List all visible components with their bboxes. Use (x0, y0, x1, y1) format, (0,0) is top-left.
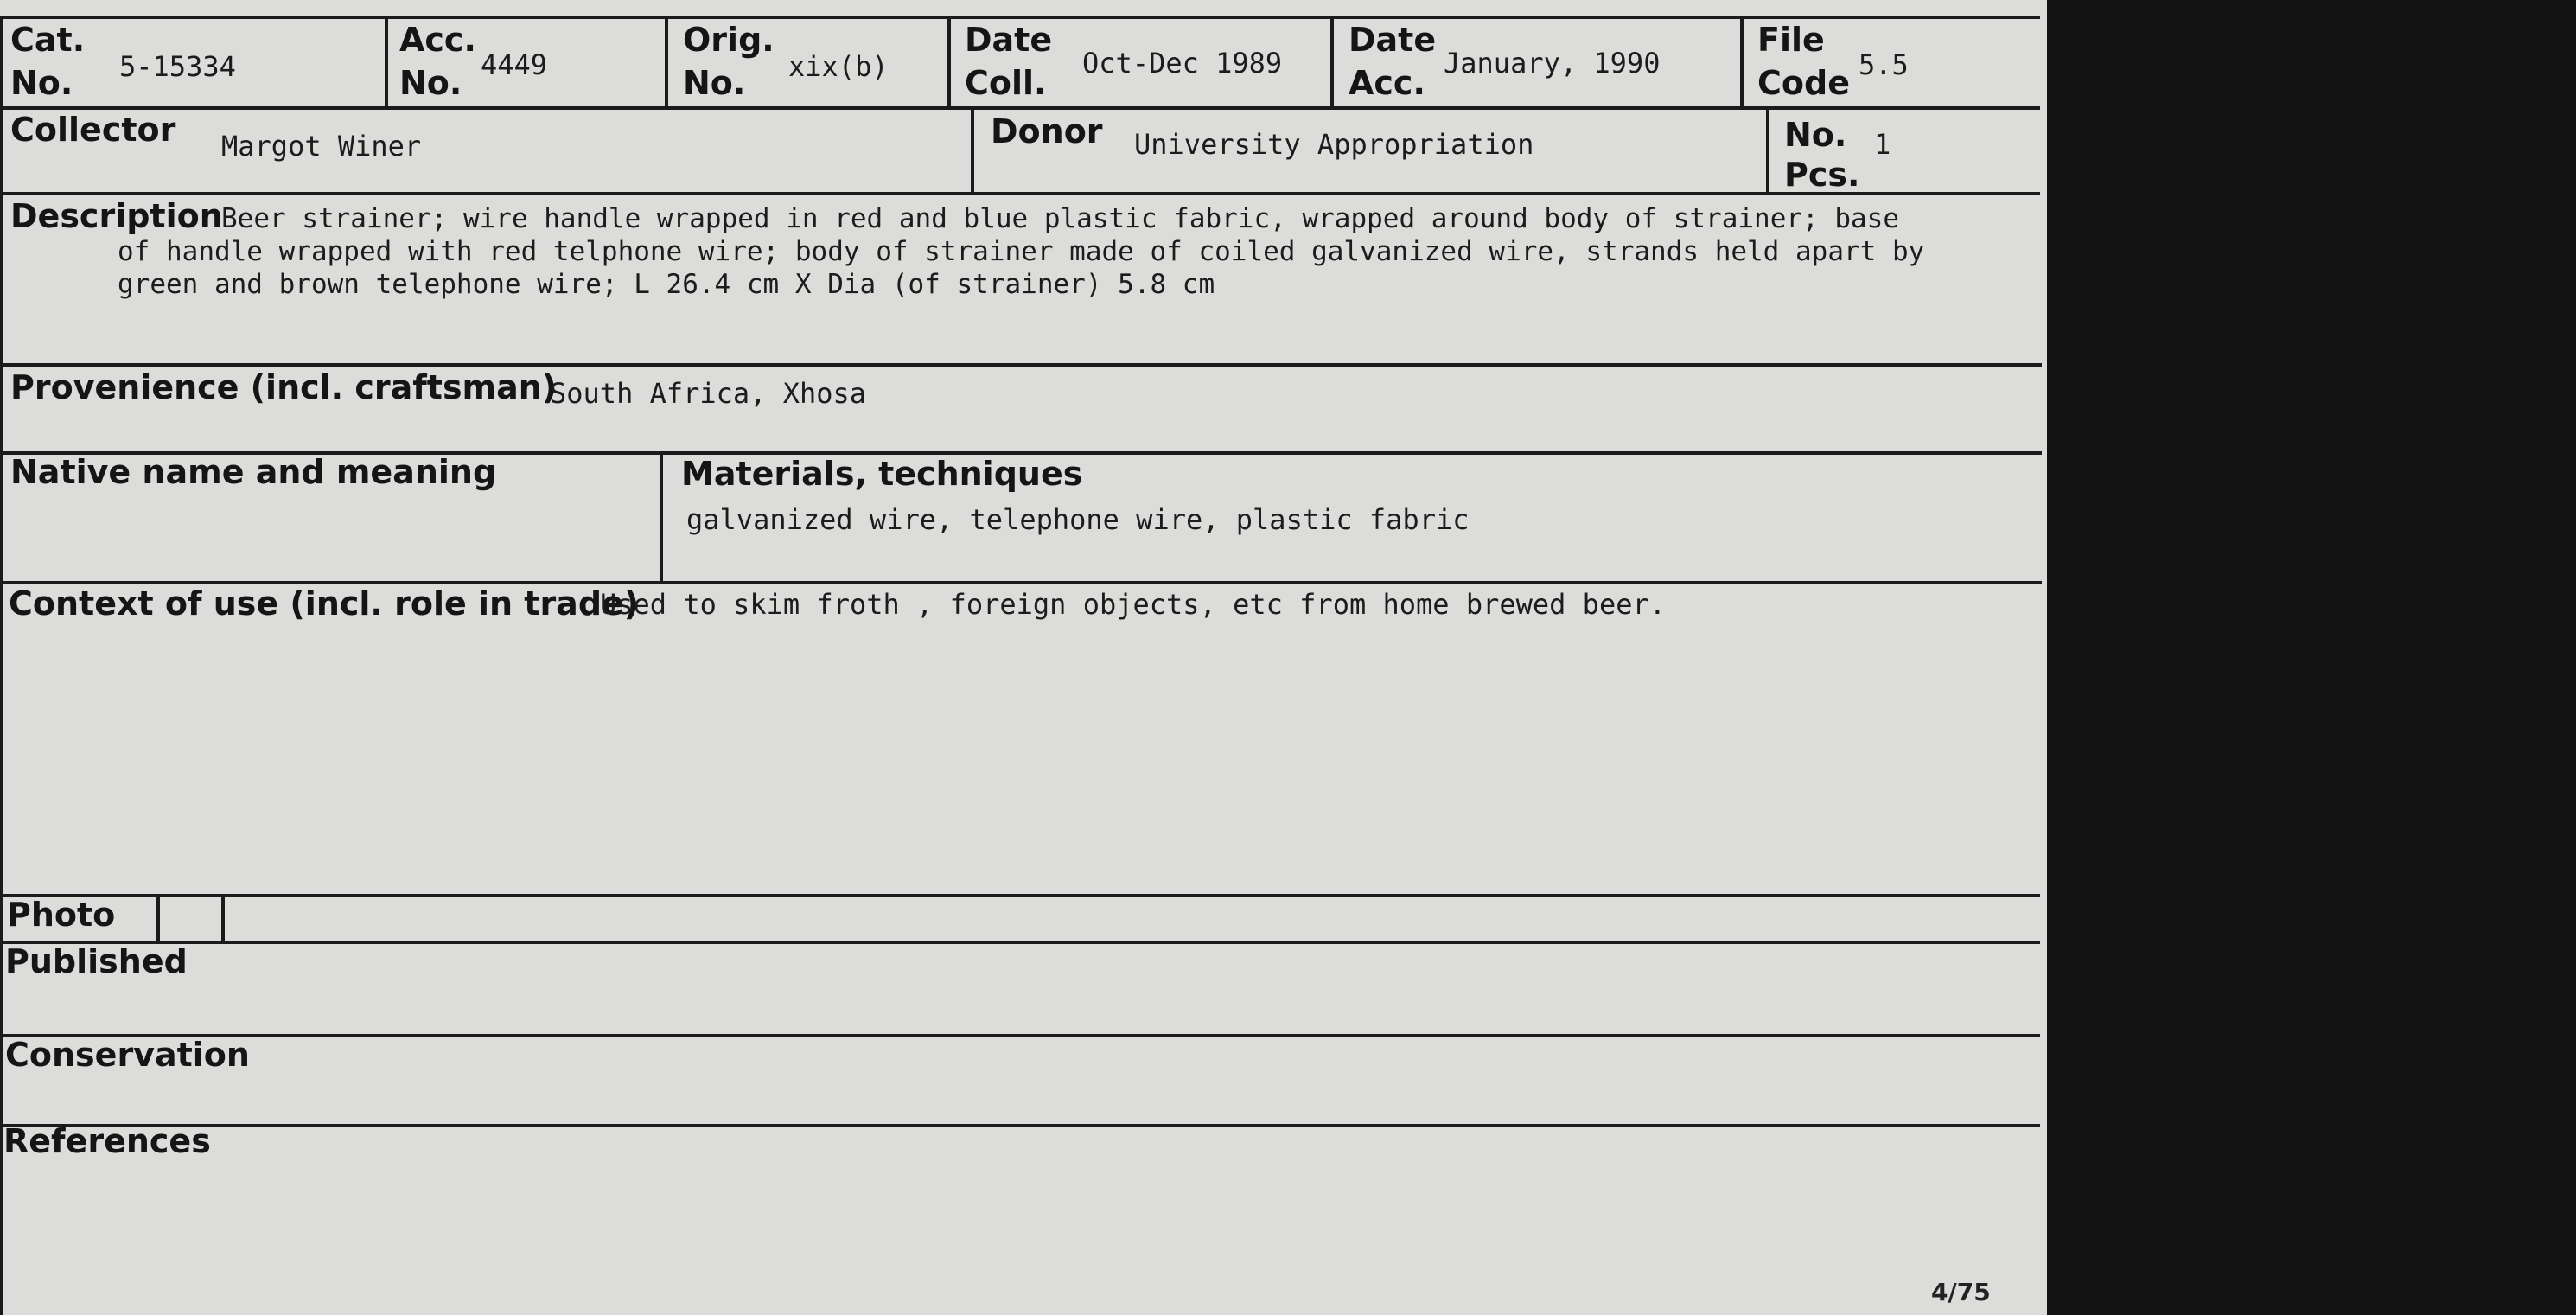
description-line-1: Beer strainer; wire handle wrapped in red and blue plastic fabric, wrapped around body of strainer; base (221, 203, 1900, 234)
scan-background (2047, 0, 2576, 1315)
rule-header-bottom (0, 106, 2040, 110)
photo-box-divider-2 (221, 894, 225, 942)
pieces-value: 1 (1874, 128, 1891, 161)
collector-value: Margot Winer (221, 130, 422, 163)
rule-photo-bottom (0, 941, 2040, 944)
divider-orig-datecoll (947, 16, 951, 108)
acc-no-label-line2: No. (399, 64, 462, 102)
divider-collector-donor (971, 106, 974, 194)
file-code-label-line2: Code (1757, 64, 1850, 102)
divider-native-materials (660, 451, 663, 583)
cat-no-value: 5-15334 (119, 50, 236, 83)
materials-value: galvanized wire, telephone wire, plastic fabric (686, 503, 1470, 536)
divider-acc-orig (665, 16, 668, 108)
rule-row2-bottom (0, 192, 2040, 195)
date-acc-label-line2: Acc. (1349, 64, 1425, 102)
date-acc-value: January, 1990 (1444, 47, 1661, 80)
orig-no-label-line2: No. (683, 64, 746, 102)
divider-datecoll-dateacc (1330, 16, 1334, 108)
divider-cat-acc (385, 16, 388, 108)
orig-no-value: xix(b) (788, 50, 889, 83)
divider-donor-pieces (1766, 106, 1769, 194)
cat-no-label-line2: No. (10, 64, 73, 102)
rule-context-bottom (0, 894, 2040, 897)
rule-published-bottom (0, 1034, 2040, 1037)
form-code: 4/75 (1931, 1278, 1991, 1306)
donor-label: Donor (991, 112, 1103, 150)
date-acc-label-line1: Date (1349, 21, 1437, 59)
rule-conservation-bottom (0, 1124, 2040, 1127)
published-label: Published (5, 942, 188, 980)
photo-box-divider-1 (156, 894, 160, 942)
file-code-label-line1: File (1757, 21, 1825, 59)
date-coll-label-line1: Date (965, 21, 1053, 59)
description-line-2: of handle wrapped with red telphone wire; body of strainer made of coiled galvanized wire, strands held apart by (118, 236, 1925, 267)
collector-label: Collector (10, 111, 176, 149)
description-line-3: green and brown telephone wire; L 26.4 cm X Dia (of strainer) 5.8 cm (118, 269, 1215, 300)
description-label: Description (10, 197, 223, 235)
acc-no-value: 4449 (481, 48, 548, 81)
date-coll-label-line2: Coll. (965, 64, 1047, 102)
materials-label: Materials, techniques (681, 455, 1083, 493)
pieces-label-line2: Pcs. (1784, 156, 1860, 194)
references-label: References (3, 1122, 211, 1160)
donor-value: University Appropriation (1134, 128, 1534, 161)
provenience-value: South Africa, Xhosa (550, 377, 867, 410)
date-coll-value: Oct-Dec 1989 (1082, 47, 1283, 80)
context-value: Used to skim froth , foreign objects, etc from home brewed beer. (600, 588, 1666, 621)
pieces-label-line1: No. (1784, 116, 1847, 154)
conservation-label: Conservation (5, 1036, 250, 1074)
provenience-label: Provenience (incl. craftsman) (10, 368, 558, 406)
context-label: Context of use (incl. role in trade) (9, 584, 640, 622)
divider-dateacc-file (1740, 16, 1744, 108)
cat-no-label-line1: Cat. (10, 21, 86, 59)
acc-no-label-line1: Acc. (399, 21, 476, 59)
photo-label: Photo (7, 896, 116, 934)
native-name-label: Native name and meaning (10, 453, 497, 491)
orig-no-label-line1: Orig. (683, 21, 775, 59)
file-code-value: 5.5 (1859, 48, 1909, 81)
